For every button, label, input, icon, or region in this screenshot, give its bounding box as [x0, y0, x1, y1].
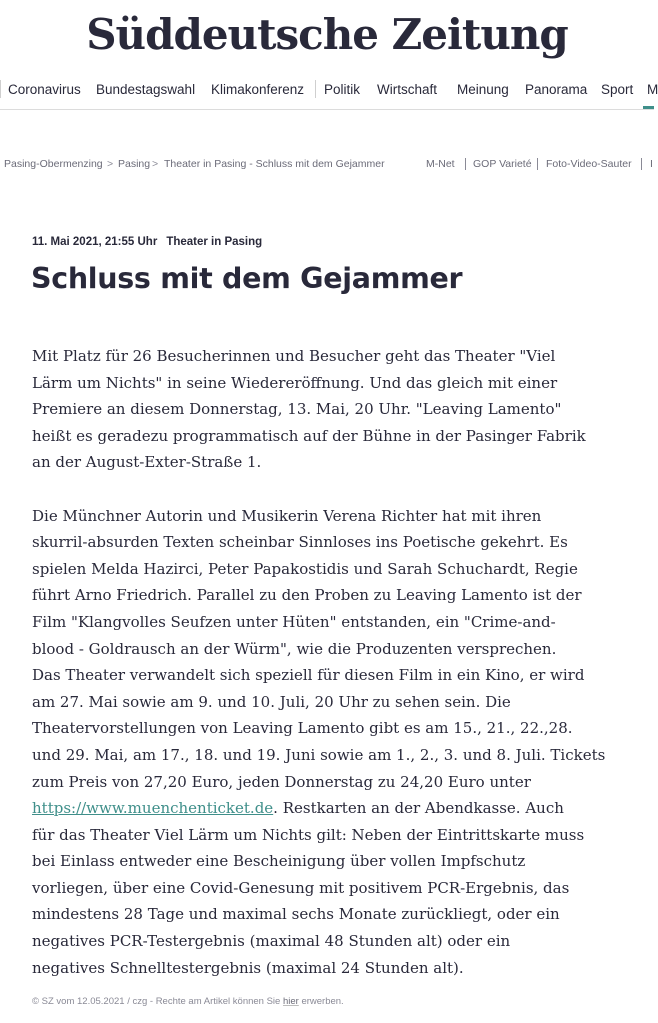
- ticket-link[interactable]: https://www.muenchenticket.de: [32, 799, 274, 818]
- nav-active-indicator: [643, 106, 654, 109]
- text-line: Lärm um Nichts" in seine Wiedereröffnung. Und das gleich mit einer: [32, 373, 558, 392]
- footnote-suffix: erwerben.: [301, 996, 344, 1007]
- nav-item-bundestagswahl[interactable]: Bundestagswahl: [96, 82, 196, 97]
- nav-item-klimakonferenz[interactable]: Klimakonferenz: [211, 82, 305, 97]
- rights-link[interactable]: hier: [282, 996, 299, 1007]
- article-paragraph-2: [32, 503, 632, 982]
- breadcrumb-item-current: Theater in Pasing - Schluss mit dem Gejammer: [164, 158, 385, 170]
- text-line: bei Einlass entweder eine Bescheinigung über vollen Impfschutz: [32, 852, 526, 871]
- copyright-footnote: [32, 996, 344, 1007]
- nav-item-meinung[interactable]: Meinung: [457, 82, 509, 97]
- breadcrumb: [0, 156, 654, 172]
- nav-separator: [0, 80, 1, 98]
- text-line: skurril-absurden Texten scheinbar Sinnloses ins Poetische gekehrt. Es: [32, 533, 568, 552]
- text-line: negatives PCR-Testergebnis (maximal 48 Stunden alt) oder ein: [32, 932, 511, 951]
- nav-item-sport[interactable]: Sport: [601, 82, 634, 97]
- text-line: spielen Melda Hazirci, Peter Papakostidis und Sarah Schuchardt, Regie: [32, 559, 578, 578]
- subnav-separator: [537, 158, 538, 170]
- subnav-item-gop-variete[interactable]: GOP Varieté: [473, 158, 532, 170]
- nav-item-coronavirus[interactable]: Coronavirus: [8, 82, 81, 97]
- text-line: mindestens 28 Tage und maximal sechs Monate zurückliegt, oder ein: [32, 905, 560, 924]
- text-fragment: . Restkarten an der Abendkasse. Auch: [273, 799, 564, 818]
- text-line: Die Münchner Autorin und Musikerin Verena Richter hat mit ihren: [32, 506, 542, 525]
- main-navigation: [0, 72, 658, 110]
- text-line: Premiere an diesem Donnerstag, 13. Mai, 20 Uhr. "Leaving Lamento": [32, 400, 562, 419]
- text-line: Film "Klangvolles Seufzen unter Hüten" entstanden, ein "Crime-and-: [32, 612, 556, 631]
- subnav-item-mnet[interactable]: M-Net: [426, 158, 455, 170]
- nav-item-wirtschaft[interactable]: Wirtschaft: [377, 82, 438, 97]
- text-line: für das Theater Viel Lärm um Nichts gilt: Neben der Eintrittskarte muss: [32, 825, 585, 844]
- article-topic: Theater in Pasing: [166, 236, 263, 248]
- nav-item-politik[interactable]: Politik: [324, 82, 361, 97]
- article-paragraph-1: [32, 343, 632, 476]
- text-line: führt Arno Friedrich. Parallel zu den Proben zu Leaving Lamento ist der: [32, 586, 582, 605]
- subnav-item-truncated[interactable]: I: [650, 158, 653, 170]
- breadcrumb-item-pasing[interactable]: Pasing: [118, 158, 151, 170]
- site-logo[interactable]: Süddeutsche Zeitung: [86, 10, 568, 59]
- article-date: 11. Mai 2021, 21:55 Uhr: [32, 236, 158, 248]
- footnote-prefix: © SZ vom 12.05.2021 / czg - Rechte am Artikel können Sie: [32, 996, 281, 1007]
- text-line: am 27. Mai sowie am 9. und 10. Juli, 20 Uhr zu sehen sein. Die: [32, 692, 511, 711]
- text-line: Das Theater verwandelt sich speziell für diesen Film in ein Kino, er wird: [32, 666, 585, 685]
- subnav-separator: [641, 158, 642, 170]
- text-line: Mit Platz für 26 Besucherinnen und Besucher geht das Theater "Viel: [32, 347, 556, 365]
- text-line: heißt es geradezu programmatisch auf der Bühne in der Pasinger Fabrik: [32, 426, 586, 445]
- nav-separator: [315, 80, 316, 98]
- article-meta: [32, 236, 262, 248]
- text-line: zum Preis von 27,20 Euro, jeden Donnerstag zu 24,20 Euro unter: [32, 772, 531, 791]
- text-line: und 29. Mai, am 17., 18. und 19. Juni sowie am 1., 2., 3. und 8. Juli. Tickets: [32, 745, 606, 764]
- breadcrumb-separator: >: [152, 158, 159, 170]
- nav-item-muenchen[interactable]: M: [647, 82, 658, 97]
- text-line: an der August-Exter-Straße 1.: [32, 453, 262, 472]
- text-line: blood - Goldrausch an der Würm", wie die Produzenten versprechen.: [32, 639, 557, 658]
- nav-item-panorama[interactable]: Panorama: [525, 82, 588, 97]
- breadcrumb-separator: >: [107, 158, 114, 170]
- article-body: [32, 343, 632, 1008]
- text-line: negatives Schnelltestergebnis (maximal 24 Stunden alt).: [32, 958, 464, 977]
- text-line: vorliegen, über eine Covid-Genesung mit positivem PCR-Ergebnis, das: [32, 878, 570, 897]
- subnav-item-foto-video-sauter[interactable]: Foto-Video-Sauter: [546, 158, 632, 170]
- subnav-separator: [465, 158, 466, 170]
- text-line: [32, 795, 632, 822]
- breadcrumb-item-pasing-obermenzing[interactable]: Pasing-Obermenzing: [4, 158, 103, 170]
- text-line: Theatervorstellungen von Leaving Lamento gibt es am 15., 21., 22.,28.: [32, 719, 573, 738]
- article-headline: Schluss mit dem Gejammer: [31, 262, 463, 295]
